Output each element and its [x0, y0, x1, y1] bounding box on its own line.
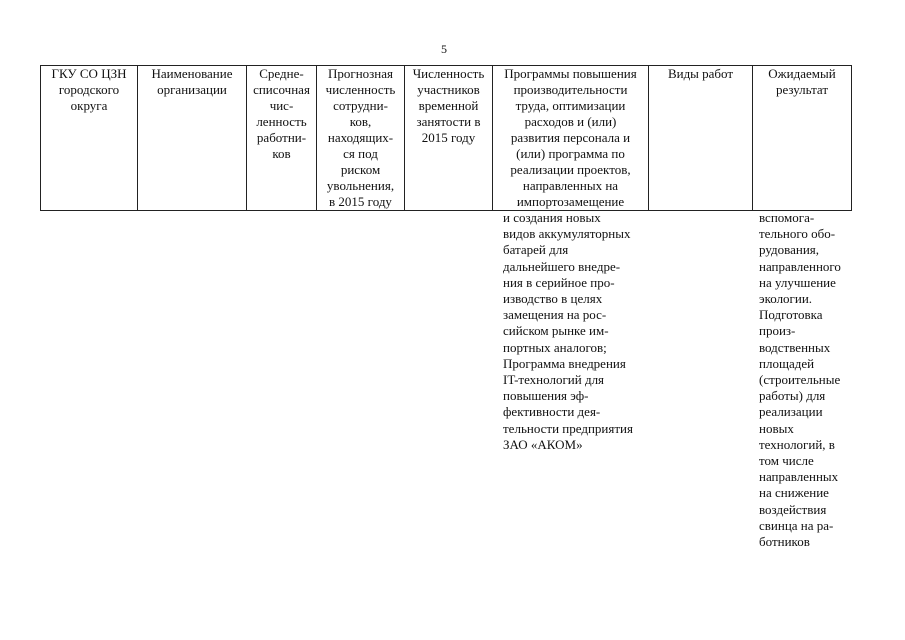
header-cell-czn: ГКУ СО ЦЗН городского округа — [41, 66, 138, 211]
page-number: 5 — [441, 42, 447, 56]
header-cell-temporary-employment: Численность участников временной занятости в 2015 году — [405, 66, 493, 211]
header-cell-expected-result: Ожидаемый результат — [753, 66, 852, 211]
header-row — [41, 66, 852, 211]
programs-continuation-text: и создания новых видов аккумуляторных батарей для дальнейшего внедре- ния в серийное про- изводство в целях замещения на рос- сийском рынке им- портных аналогов; Программа внедрения IT-технологий для повышения эф- фективности дея- тельности предприятия ЗАО «АКОМ» — [503, 210, 633, 452]
header-cell-organization: Наименование организации — [138, 66, 247, 211]
results-continuation-text: вспомога- тельного обо- рудования, направленного на улучшение экологии. Подготовка произ- водственных площадей (строительные работы) для реализации новых технологий, в том числе направленных на снижение воздействия свинца на ра- ботников — [759, 210, 841, 550]
header-cell-work-types: Виды работ — [649, 66, 753, 211]
header-cell-forecast-at-risk: Прогнозная численность сотрудни- ков, находящих- ся под риском увольнения, в 2015 году — [317, 66, 405, 211]
header-cell-average-staff: Средне- списочная чис- ленность работни- ков — [247, 66, 317, 211]
header-table — [40, 65, 852, 211]
header-cell-programs: Программы повышения производительности труда, оптимизации расходов и (или) развития персонала и (или) программа по реализации проектов, направленных на импортозамещение — [493, 66, 649, 211]
